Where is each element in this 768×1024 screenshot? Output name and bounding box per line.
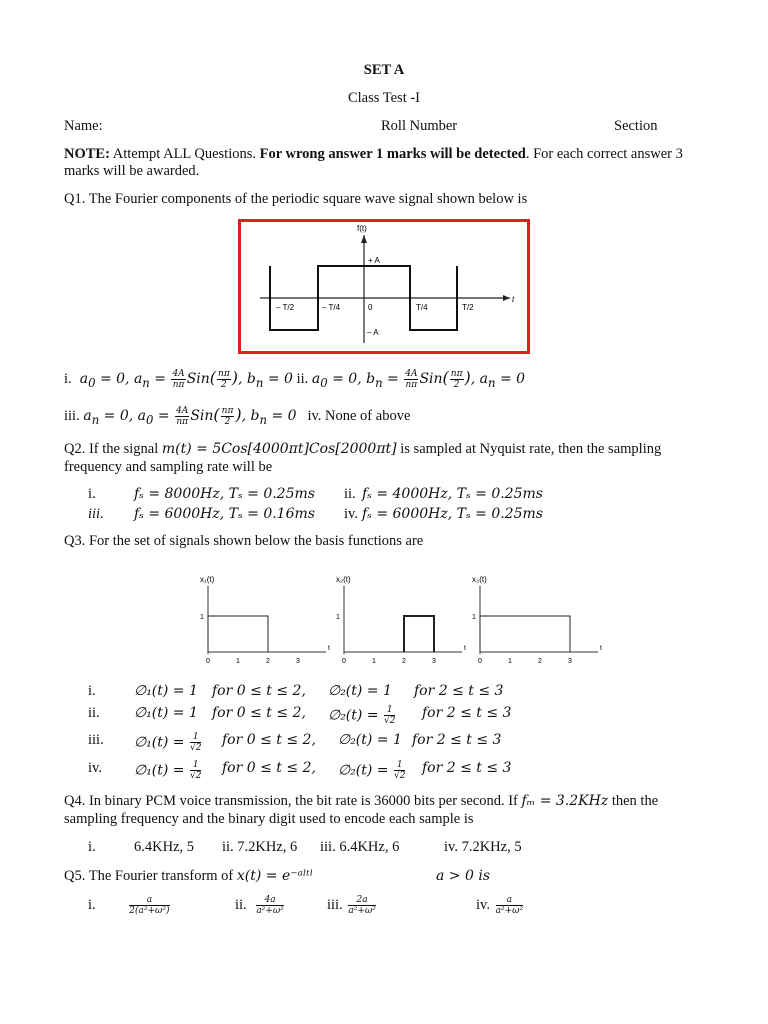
q3-phi2: ∅₂(t) = 1 [338, 732, 402, 748]
tick-zero: 0 [368, 303, 373, 312]
q1-option-ii-expr: $a_0 = 0$, $b_n$ = $\frac{4A}{n\pi}$ Sin( $\frac{n\pi}{2}$ ), $a_n = 0$ [311, 368, 526, 390]
q2-text-line-1 [64, 441, 661, 458]
plot-t-label: t [328, 645, 330, 652]
q4-option-i-num: i. [88, 839, 96, 855]
plot-t-label: t [600, 645, 602, 652]
q3-condition-2: for 2 ≤ t ≤ 3 [422, 760, 512, 776]
q3-phi1: ∅₁(t) = 1 [134, 683, 198, 699]
plot-pulse [208, 616, 268, 652]
q2-text-b: is sampled at Nyquist rate, then the sampling [396, 441, 662, 457]
q2-text-line-2: frequency and sampling rate will be [64, 459, 273, 475]
q3-condition-1: for 0 ≤ t ≤ 2, [222, 732, 316, 748]
q2-option-iii-num: iii. [88, 506, 104, 522]
square-wave-figure [238, 219, 530, 354]
plot-signal-label: x₂(t) [336, 575, 351, 584]
q1-option-ii-num: ii. [296, 371, 309, 387]
basis-signal-svg [196, 572, 616, 668]
plot-tick-label: 1 [236, 658, 240, 665]
f-of-t-label: f(t) [357, 224, 367, 233]
plot-pulse [480, 616, 570, 652]
plot-signal-label: x₁(t) [200, 575, 215, 584]
plot-tick-label: 3 [568, 658, 572, 665]
q3-option-number: iii. [88, 732, 104, 748]
q3-text: Q3. For the set of signals shown below the basis functions are [64, 533, 424, 549]
q4-text-line-2: sampling frequency and the binary digit used to encode each sample is [64, 811, 474, 827]
basis-signal-plots [196, 572, 616, 668]
q3-phi1: ∅₁(t) = $\frac{1}{√2}$ [134, 760, 202, 781]
plus-a-label: + A [368, 256, 380, 265]
tick-minus-t-half: – T/2 [276, 303, 295, 312]
q5-option-iv-fraction: $\frac{a}{\text{a²+ω²}}$ [495, 895, 524, 916]
q1-option-iii-num: iii. [64, 408, 80, 424]
q5-text [64, 868, 313, 885]
plot-tick-label: 3 [296, 658, 300, 665]
q2-option-i: fₛ = 8000Hz, Tₛ = 0.25ms [134, 486, 315, 502]
q2-option-iv-num: iv. [344, 506, 358, 522]
q3-condition-1: for 0 ≤ t ≤ 2, [212, 705, 306, 721]
q3-phi2: ∅₂(t) = $\frac{1}{√2}$ [338, 760, 406, 781]
q5-option-iii-num: iii. [327, 896, 343, 913]
q2-option-ii: fₛ = 4000Hz, Tₛ = 0.25ms [362, 486, 543, 502]
plot-tick-label: 0 [478, 658, 482, 665]
q3-phi2: ∅₂(t) = 1 [328, 683, 392, 699]
plot-amplitude-label: 1 [336, 614, 340, 621]
plot-amplitude-label: 1 [200, 614, 204, 621]
q4-text-a: Q4. In binary PCM voice transmission, the bit rate is 36000 bits per second. If [64, 793, 522, 809]
plot-tick-label: 0 [206, 658, 210, 665]
figure-frame [240, 221, 529, 353]
q1-option-i-num: i. [64, 371, 72, 387]
q5-option-ii [235, 895, 285, 916]
q4-expression: fₘ = 3.2KHz [521, 793, 609, 809]
q4-text-line-1 [64, 793, 658, 810]
q3-condition-2: for 2 ≤ t ≤ 3 [414, 683, 504, 699]
q3-condition-1: for 0 ≤ t ≤ 2, [212, 683, 306, 699]
q5-option-ii-num: ii. [235, 896, 247, 913]
q5-option-iii-fraction: $\frac{2a}{\text{a²+ω²}}$ [348, 895, 376, 916]
tick-t-quarter: T/4 [416, 303, 428, 312]
plot-t-label: t [464, 645, 466, 652]
q3-option-number: i. [88, 683, 96, 699]
q4-option-iv: iv. 7.2KHz, 5 [444, 839, 522, 855]
q2-expression: m(t) = 5Cos[4000πt]Cos[2000πt] [161, 441, 397, 457]
tick-minus-t-quarter: – T/4 [322, 303, 341, 312]
q1-text: Q1. The Fourier components of the periodic square wave signal shown below is [64, 191, 528, 207]
plot-amplitude-label: 1 [472, 614, 476, 621]
section-label: Section [614, 118, 658, 134]
plot-tick-label: 2 [538, 658, 542, 665]
q3-condition-1: for 0 ≤ t ≤ 2, [222, 760, 316, 776]
q2-option-ii-num: ii. [344, 486, 356, 502]
q4-option-ii: ii. 7.2KHz, 6 [222, 839, 298, 855]
q5-option-i-fraction: $\frac{a}{\text{2(a²+ω²)}}$ [129, 895, 170, 916]
name-label: Name: [64, 118, 103, 134]
q5-option-iv-num: iv. [476, 896, 490, 913]
q3-phi2: ∅₂(t) = $\frac{1}{√2}$ [328, 705, 396, 726]
tick-t-half: T/2 [462, 303, 474, 312]
test-title: Class Test -I [347, 90, 421, 106]
q3-option-number: ii. [88, 705, 100, 721]
plot-tick-label: 3 [432, 658, 436, 665]
roll-number-label: Roll Number [381, 118, 458, 134]
set-title: SET A [363, 62, 405, 78]
plot-tick-label: 1 [372, 658, 376, 665]
q5-option-i [88, 895, 171, 916]
q4-option-i: 6.4KHz, 5 [134, 839, 195, 855]
note-label: NOTE: [64, 146, 110, 162]
q1-options-row-1 [64, 366, 525, 395]
note-text-2: . For each correct answer 3 marks will be awarded. [64, 146, 683, 179]
plot-tick-label: 1 [508, 658, 512, 665]
plot-tick-label: 2 [402, 658, 406, 665]
note-paragraph [64, 146, 704, 180]
q1-option-i-expr: $a_0 = 0$, $a_n$ = $\frac{4A}{n\pi}$ Sin( $\frac{n\pi}{2}$ ), $b_n = 0$ [75, 368, 293, 390]
q3-condition-2: for 2 ≤ t ≤ 3 [422, 705, 512, 721]
q5-option-iv [476, 895, 524, 916]
plot-signal-label: x₃(t) [472, 575, 487, 584]
minus-a-label: – A [367, 328, 379, 337]
q3-phi1: ∅₁(t) = 1 [134, 705, 198, 721]
q5-condition: a > 0 is [436, 868, 490, 884]
q5-option-i-num: i. [88, 896, 96, 913]
q1-option-iii-expr: $a_n = 0$, $a_0$ = $\frac{4A}{n\pi}$ Sin( $\frac{n\pi}{2}$ ), $b_n = 0$ [83, 405, 297, 427]
q3-condition-2: for 2 ≤ t ≤ 3 [412, 732, 502, 748]
plot-tick-label: 2 [266, 658, 270, 665]
q2-option-iv: fₛ = 6000Hz, Tₛ = 0.25ms [362, 506, 543, 522]
q3-phi1: ∅₁(t) = $\frac{1}{√2}$ [134, 732, 202, 753]
q2-text-a: Q2. If the signal [64, 441, 162, 457]
plot-tick-label: 0 [342, 658, 346, 665]
q3-option-number: iv. [88, 760, 102, 776]
t-axis-label: t [512, 295, 515, 304]
plot-pulse [404, 616, 434, 652]
q5-option-ii-fraction: $\frac{4a}{\text{a²+ω²}}$ [256, 895, 284, 916]
q5-option-iii [327, 895, 377, 916]
q4-text-b: then the [608, 793, 659, 809]
q5-text-a: Q5. The Fourier transform of [64, 868, 237, 884]
note-bold-text: For wrong answer 1 marks will be detected [259, 146, 526, 162]
q2-option-i-num: i. [88, 486, 96, 502]
q1-options-row-2 [64, 403, 410, 432]
q2-option-iii: fₛ = 6000Hz, Tₛ = 0.16ms [134, 506, 315, 522]
note-text-1: Attempt ALL Questions. [109, 146, 260, 162]
q5-expression: x(t) = e⁻ᵃˡᵗˡ [236, 868, 314, 884]
q4-option-iii: iii. 6.4KHz, 6 [320, 839, 400, 855]
q1-option-iv: iv. None of above [307, 408, 411, 424]
